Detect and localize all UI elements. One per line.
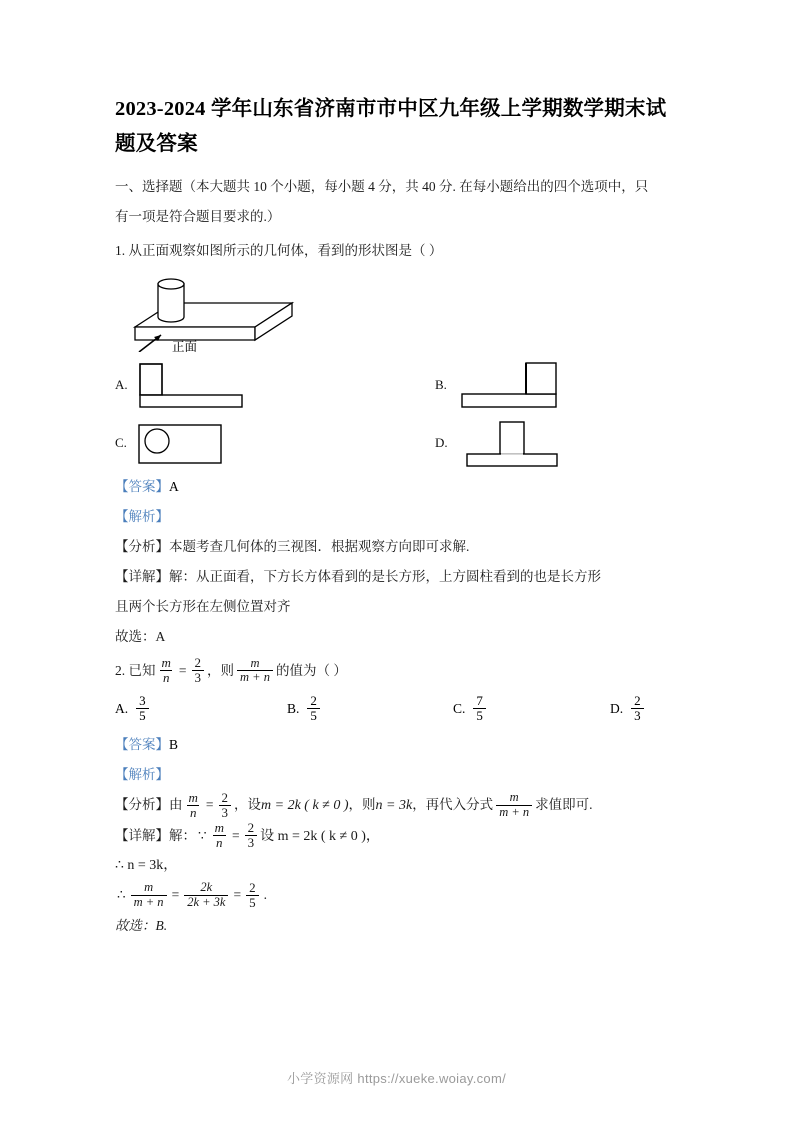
question-1-analysis-tag: [115, 502, 680, 532]
fenxi-c: ，则: [348, 797, 376, 813]
fenxi-n-expression: n = 3k: [375, 798, 413, 814]
question-2-stem-mid: ，则: [207, 663, 235, 678]
cylinder-on-slab-icon: [125, 272, 340, 352]
question-1-option-b[interactable]: [435, 356, 569, 414]
question-2-answer: [115, 730, 680, 760]
question-1-conclusion: 故选：A: [115, 629, 166, 644]
question-2-fenxi: 【分析】由 $\frac{m}{n}$ = $\frac{2}{3}$ ，设m = 2k ( k ≠ 0 )，则n = 3k，再代入分式 $\frac{m}{m + n}$ 求值即可.: [115, 789, 593, 820]
question-2-stem-post: 的值为（ ）: [275, 663, 347, 678]
question-2-option-d[interactable]: [610, 688, 647, 730]
xiangjie-text-1: 解：从正面看，下方长方体看到的是长方形，上方圆柱看到的也是长方形: [169, 569, 601, 584]
fraction-m-over-n: $\frac{m}{n}$: [188, 789, 198, 820]
fraction-m-over-n: $\frac{m}{n}$: [161, 655, 171, 686]
option-d-fraction: $\frac{2}{3}$: [631, 694, 644, 723]
rect-right-on-bar-icon: [454, 361, 569, 409]
question-2-xiangjie-step-2: ∴ n = 3k，: [115, 858, 178, 874]
question-2-stem: 2. 已知 $\frac{m}{n}$ = $\frac{2}{3}$ ，则 $\frac{m}{m + n}$ 的值为（ ）: [115, 655, 347, 686]
question-1-option-d[interactable]: [435, 414, 570, 472]
therefore-symbol: ∴: [117, 887, 126, 903]
question-2-number: 2.: [115, 663, 126, 678]
option-c-label: C.: [453, 701, 466, 717]
option-b-label: B.: [435, 377, 447, 392]
front-view-label: 正面: [172, 340, 198, 352]
footer-site-name: 小学资源网: [286, 1071, 354, 1086]
xiangjie-set-expression: 设 m = 2k ( k ≠ 0 )，: [260, 828, 380, 844]
footer-url: https://xueke.woiay.com/: [357, 1071, 506, 1086]
answer-value: B: [169, 737, 179, 753]
question-2-option-a[interactable]: [115, 688, 152, 730]
question-1-stem: [115, 236, 680, 266]
document-content: [115, 92, 680, 941]
fenxi-text: 本题考查几何体的三视图．根据观察方向即可求解.: [169, 539, 470, 554]
footer-watermark: [0, 1068, 793, 1087]
fenxi-set-expression: m = 2k ( k ≠ 0 ): [261, 798, 349, 814]
question-1-option-a[interactable]: [115, 356, 250, 414]
fenxi-a: 由: [169, 797, 183, 813]
fenxi-b: ，设: [234, 797, 262, 813]
question-2-option-c[interactable]: [453, 688, 489, 730]
question-1-xiangjie-line-1: [115, 562, 680, 592]
xiangjie-tag: 【详解】: [115, 827, 169, 843]
question-2-xiangjie-step-1: 【详解】解： ∵ $\frac{m}{n}$ = $\frac{2}{3}$ 设 m = 2k ( k ≠ 0 )，: [115, 820, 380, 851]
question-2-analysis-tag: [115, 760, 680, 790]
analysis-tag: 【解析】: [115, 509, 169, 524]
option-c-fraction: $\frac{7}{5}$: [473, 694, 486, 723]
fraction-2-over-3: $\frac{2}{3}$: [192, 656, 205, 685]
fraction-2k-over-2k-plus-3k: $\frac{2k}{2k + 3k}$: [184, 881, 228, 909]
rect-left-on-bar-icon: [135, 361, 250, 409]
answer-tag: 【答案】: [115, 479, 169, 494]
option-c-label: C.: [115, 435, 127, 450]
question-1-number: 1.: [115, 243, 126, 258]
fenxi-tag: 【分析】: [115, 539, 169, 554]
fraction-m-over-m-plus-n: $\frac{m}{m + n}$: [237, 657, 273, 685]
rect-center-on-bar-icon: [455, 419, 570, 467]
fraction-m-over-m-plus-n: $\frac{m}{m + n}$: [496, 791, 532, 819]
question-1-xiangjie-line-2: 且两个长方形在左侧位置对齐: [115, 599, 291, 614]
because-symbol: ∵: [198, 827, 207, 843]
analysis-tag: 【解析】: [115, 767, 169, 783]
fraction-2-over-5: $\frac{2}{5}$: [246, 881, 259, 910]
option-a-fraction: $\frac{3}{5}$: [136, 694, 149, 723]
page-title: 2023-2024 学年山东省济南市市中区九年级上学期数学期末试题及答案: [115, 98, 667, 155]
fraction-2-over-3: $\frac{2}{3}$: [245, 821, 258, 850]
question-1-options-row-1: [115, 356, 675, 414]
section-intro-line-2: 有一项是符合题目要求的.）: [115, 209, 281, 224]
question-2-conclusion: 故选：B.: [115, 917, 168, 933]
answer-value: A: [169, 479, 179, 494]
question-1-fenxi: [115, 532, 680, 562]
question-1-option-c[interactable]: [115, 414, 249, 472]
question-1-text: 从正面观察如图所示的几何体，看到的形状图是（ ）: [128, 243, 443, 258]
fraction-2-over-3: $\frac{2}{3}$: [219, 791, 232, 820]
fraction-m-over-n: $\frac{m}{n}$: [214, 820, 224, 851]
option-b-label: B.: [287, 701, 300, 717]
question-1-figure: [125, 272, 345, 352]
question-1-options-row-2: [115, 414, 675, 472]
option-d-label: D.: [610, 701, 624, 717]
option-d-label: D.: [435, 435, 448, 450]
question-2-stem-pre: 已知: [128, 663, 156, 678]
fenxi-tag: 【分析】: [115, 797, 169, 813]
xiangjie-tag: 【详解】: [115, 569, 169, 584]
question-2-xiangjie-step-3: ∴ $\frac{m}{m + n}$ = $\frac{2k}{2k + 3k}$ = $\frac{2}{5}$ .: [117, 879, 267, 910]
option-a-label: A.: [115, 377, 128, 392]
question-1-answer: [115, 472, 680, 502]
fenxi-d: ，再代入分式: [412, 797, 494, 813]
answer-tag: 【答案】: [115, 737, 169, 753]
xiangjie-lead: 解：: [169, 827, 196, 843]
fraction-m-over-m-plus-n: $\frac{m}{m + n}$: [131, 881, 167, 909]
fenxi-e: 求值即可.: [535, 797, 593, 813]
question-2-options-row: [115, 688, 680, 730]
option-b-fraction: $\frac{2}{5}$: [307, 694, 320, 723]
rect-with-circle-left-icon: [134, 419, 249, 467]
question-2-option-b[interactable]: [287, 688, 323, 730]
option-a-label: A.: [115, 701, 129, 717]
section-intro-line-1: 一、选择题（本大题共 10 个小题，每小题 4 分，共 40 分. 在每小题给出的四个选项中，只: [115, 179, 649, 194]
